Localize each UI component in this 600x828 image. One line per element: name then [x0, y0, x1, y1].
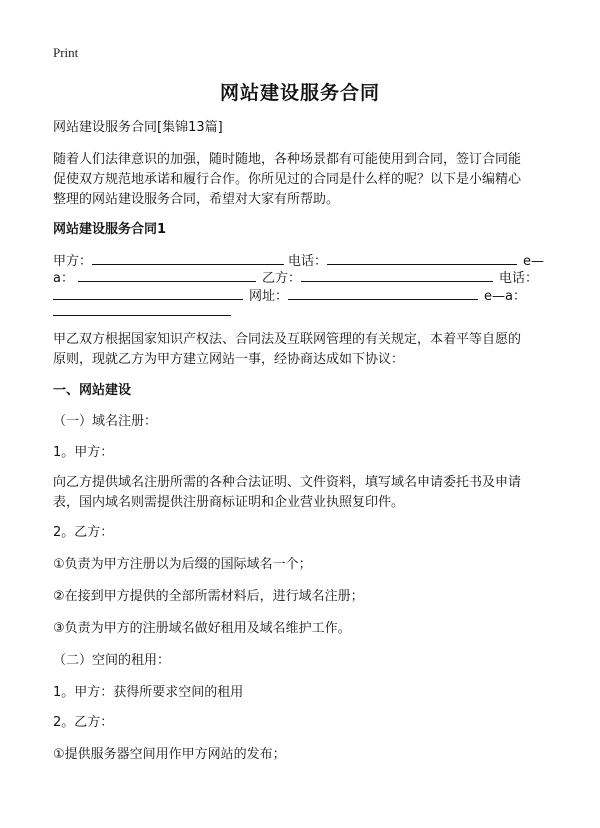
party-a-duty-line-1: 向乙方提供域名注册所需的各种合法证明、文件资料，填写域名申请委托书及申请 — [53, 475, 522, 490]
item-party-b-space: 2。乙方： — [53, 715, 114, 730]
phone-b-label: 电话： — [498, 271, 538, 286]
party-a-blank — [92, 251, 284, 265]
email-a-label-part2: a： — [53, 271, 74, 286]
item-party-b-2: 2。乙方： — [53, 525, 114, 540]
party-a-duty-line-2: 表，国内域名则需提供注册商标证明和企业营业执照复印件。 — [53, 495, 405, 510]
subsection-2-heading: （二）空间的租用： — [53, 653, 171, 668]
phone-a-label: 电话： — [288, 254, 328, 269]
preamble-line-2: 原则，现就乙方为甲方建立网站一事，经协商达成如下协议： — [53, 352, 405, 367]
intro-line-3: 整理的网站建设服务合同，希望对大家有所帮助。 — [53, 192, 340, 207]
phone-b-blank — [53, 286, 243, 300]
item-party-a-1: 1。甲方： — [53, 445, 114, 460]
website-label: 网址： — [249, 289, 289, 304]
email-a-label-part1: e— — [523, 254, 545, 269]
phone-a-blank — [327, 251, 517, 265]
print-link[interactable]: Print — [53, 45, 79, 60]
contract-heading: 网站建设服务合同1 — [53, 222, 167, 237]
party-a-label: 甲方： — [53, 254, 93, 269]
document-subtitle: 网站建设服务合同[集锦13篇] — [53, 120, 223, 135]
party-b-label: 乙方： — [261, 271, 301, 286]
email-b-blank — [53, 302, 231, 316]
email-b-label: e—a： — [484, 289, 526, 304]
list-item-3: ③负责为甲方的注册域名做好租用及域名维护工作。 — [53, 621, 351, 636]
list-item-2: ②在接到甲方提供的全部所需材料后，进行域名注册； — [53, 589, 364, 604]
subsection-1-heading: （一）域名注册： — [53, 414, 158, 429]
item-party-a-space: 1。甲方：获得所要求空间的租用 — [53, 685, 244, 700]
fields-row-4 — [53, 302, 553, 323]
list-item-1: ①负责为甲方注册以为后缀的国际域名一个； — [53, 557, 312, 572]
preamble-line-1: 甲乙双方根据国家知识产权法、合同法及互联网管理的有关规定，本着平等自愿的 — [53, 332, 522, 347]
intro-line-2: 促使双方规范地承诺和履行合作。你所见过的合同是什么样的呢？以下是小编精心 — [53, 172, 522, 187]
intro-line-1: 随着人们法律意识的加强，随时随地，各种场景都有可能使用到合同，签订合同能 — [53, 152, 522, 167]
email-a-blank — [78, 268, 256, 282]
document-title: 网站建设服务合同 — [219, 82, 380, 104]
website-blank — [288, 286, 478, 300]
list-item-4: ①提供服务器空间用作甲方网站的发布； — [53, 747, 286, 762]
section-1-heading: 一、网站建设 — [53, 383, 132, 398]
party-b-blank — [301, 268, 493, 282]
